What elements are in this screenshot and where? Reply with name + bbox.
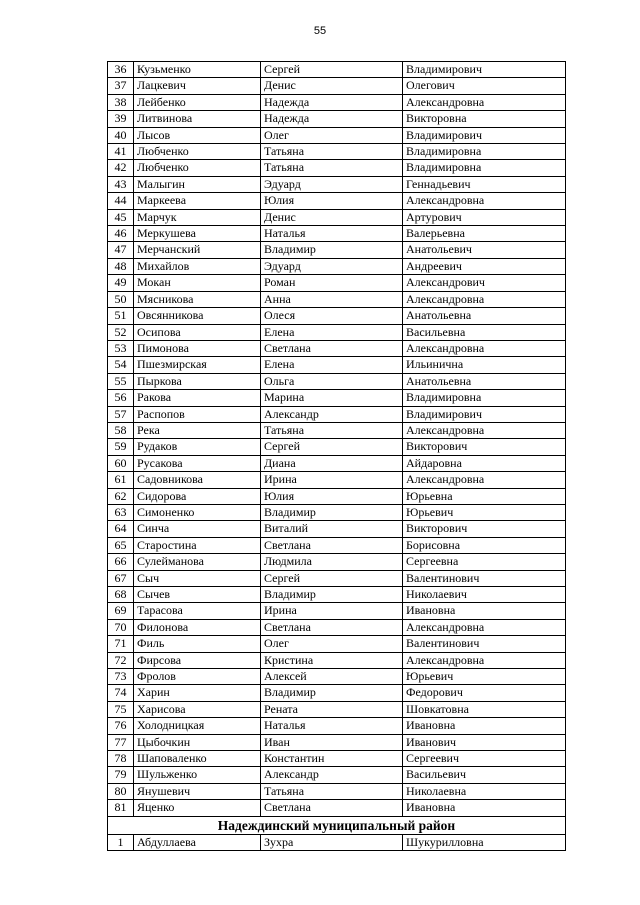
first-name-cell: Кристина <box>261 652 403 668</box>
first-name-cell: Олеся <box>261 308 403 324</box>
row-number: 60 <box>108 455 134 471</box>
surname-cell: Лацкевич <box>134 78 261 94</box>
surname-cell: Тарасова <box>134 603 261 619</box>
row-number: 70 <box>108 619 134 635</box>
patronymic-cell: Федорович <box>403 685 566 701</box>
row-number: 67 <box>108 570 134 586</box>
row-number: 76 <box>108 718 134 734</box>
row-number: 43 <box>108 176 134 192</box>
row-number: 63 <box>108 504 134 520</box>
row-number: 80 <box>108 783 134 799</box>
surname-cell: Фролов <box>134 669 261 685</box>
patronymic-cell: Анатольевна <box>403 308 566 324</box>
surname-cell: Мясникова <box>134 291 261 307</box>
roster-table-body <box>108 62 566 851</box>
row-number: 38 <box>108 94 134 110</box>
first-name-cell: Виталий <box>261 521 403 537</box>
surname-cell: Мокан <box>134 275 261 291</box>
row-number: 37 <box>108 78 134 94</box>
surname-cell: Овсянникова <box>134 308 261 324</box>
surname-cell: Любченко <box>134 144 261 160</box>
row-number: 72 <box>108 652 134 668</box>
table-row <box>108 275 566 291</box>
table-row <box>108 78 566 94</box>
table-row <box>108 160 566 176</box>
row-number: 57 <box>108 406 134 422</box>
section-header-row <box>108 816 566 834</box>
table-row <box>108 373 566 389</box>
row-number: 50 <box>108 291 134 307</box>
patronymic-cell: Александровна <box>403 652 566 668</box>
row-number: 79 <box>108 767 134 783</box>
patronymic-cell: Александровна <box>403 340 566 356</box>
patronymic-cell: Николаевна <box>403 783 566 799</box>
first-name-cell: Сергей <box>261 439 403 455</box>
patronymic-cell: Андреевич <box>403 258 566 274</box>
patronymic-cell: Владимировна <box>403 390 566 406</box>
row-number: 68 <box>108 587 134 603</box>
patronymic-cell: Геннадьевич <box>403 176 566 192</box>
table-row <box>108 340 566 356</box>
table-row <box>108 488 566 504</box>
surname-cell: Симоненко <box>134 504 261 520</box>
surname-cell: Садовникова <box>134 472 261 488</box>
roster-table <box>107 61 566 851</box>
first-name-cell: Денис <box>261 209 403 225</box>
table-row <box>108 193 566 209</box>
patronymic-cell: Юрьевич <box>403 504 566 520</box>
patronymic-cell: Шовкатовна <box>403 701 566 717</box>
patronymic-cell: Артурович <box>403 209 566 225</box>
surname-cell: Филь <box>134 636 261 652</box>
table-row <box>108 570 566 586</box>
table-row <box>108 439 566 455</box>
surname-cell: Пшезмирская <box>134 357 261 373</box>
first-name-cell: Ирина <box>261 472 403 488</box>
first-name-cell: Александр <box>261 767 403 783</box>
table-row <box>108 587 566 603</box>
surname-cell: Синча <box>134 521 261 537</box>
first-name-cell: Светлана <box>261 340 403 356</box>
surname-cell: Холодницкая <box>134 718 261 734</box>
patronymic-cell: Сергеевна <box>403 554 566 570</box>
surname-cell: Сычев <box>134 587 261 603</box>
first-name-cell: Роман <box>261 275 403 291</box>
first-name-cell: Татьяна <box>261 144 403 160</box>
table-row <box>108 619 566 635</box>
table-row <box>108 652 566 668</box>
first-name-cell: Владимир <box>261 504 403 520</box>
first-name-cell: Ольга <box>261 373 403 389</box>
surname-cell: Лейбенко <box>134 94 261 110</box>
surname-cell: Харин <box>134 685 261 701</box>
surname-cell: Река <box>134 422 261 438</box>
surname-cell: Цыбочкин <box>134 734 261 750</box>
patronymic-cell: Александровна <box>403 422 566 438</box>
patronymic-cell: Айдаровна <box>403 455 566 471</box>
first-name-cell: Олег <box>261 636 403 652</box>
row-number: 64 <box>108 521 134 537</box>
table-row <box>108 455 566 471</box>
table-row <box>108 242 566 258</box>
row-number: 52 <box>108 324 134 340</box>
table-row <box>108 603 566 619</box>
patronymic-cell: Юрьевна <box>403 488 566 504</box>
table-row <box>108 94 566 110</box>
surname-cell: Меркушева <box>134 226 261 242</box>
surname-cell: Пыркова <box>134 373 261 389</box>
first-name-cell: Светлана <box>261 800 403 816</box>
patronymic-cell: Васильевна <box>403 324 566 340</box>
row-number: 56 <box>108 390 134 406</box>
table-row <box>108 734 566 750</box>
table-row <box>108 127 566 143</box>
patronymic-cell: Владимирович <box>403 127 566 143</box>
row-number: 46 <box>108 226 134 242</box>
row-number: 69 <box>108 603 134 619</box>
surname-cell: Малыгин <box>134 176 261 192</box>
first-name-cell: Юлия <box>261 488 403 504</box>
row-number: 47 <box>108 242 134 258</box>
row-number: 51 <box>108 308 134 324</box>
patronymic-cell: Александровна <box>403 291 566 307</box>
table-row <box>108 537 566 553</box>
patronymic-cell: Валерьевна <box>403 226 566 242</box>
row-number: 45 <box>108 209 134 225</box>
table-row <box>108 422 566 438</box>
first-name-cell: Татьяна <box>261 783 403 799</box>
patronymic-cell: Шукурилловна <box>403 834 566 850</box>
first-name-cell: Юлия <box>261 193 403 209</box>
surname-cell: Ракова <box>134 390 261 406</box>
first-name-cell: Рената <box>261 701 403 717</box>
row-number: 36 <box>108 62 134 78</box>
patronymic-cell: Ильинична <box>403 357 566 373</box>
row-number: 59 <box>108 439 134 455</box>
patronymic-cell: Владимировна <box>403 160 566 176</box>
table-row <box>108 751 566 767</box>
first-name-cell: Александр <box>261 406 403 422</box>
first-name-cell: Олег <box>261 127 403 143</box>
patronymic-cell: Александровна <box>403 472 566 488</box>
surname-cell: Мерчанский <box>134 242 261 258</box>
first-name-cell: Марина <box>261 390 403 406</box>
table-row <box>108 390 566 406</box>
surname-cell: Русакова <box>134 455 261 471</box>
patronymic-cell: Ивановна <box>403 800 566 816</box>
row-number: 61 <box>108 472 134 488</box>
patronymic-cell: Владимирович <box>403 406 566 422</box>
table-row <box>108 176 566 192</box>
surname-cell: Фирсова <box>134 652 261 668</box>
table-row <box>108 324 566 340</box>
row-number: 44 <box>108 193 134 209</box>
patronymic-cell: Иванович <box>403 734 566 750</box>
surname-cell: Любченко <box>134 160 261 176</box>
first-name-cell: Константин <box>261 751 403 767</box>
surname-cell: Филонова <box>134 619 261 635</box>
row-number: 49 <box>108 275 134 291</box>
patronymic-cell: Васильевич <box>403 767 566 783</box>
first-name-cell: Диана <box>261 455 403 471</box>
row-number: 65 <box>108 537 134 553</box>
table-row <box>108 504 566 520</box>
patronymic-cell: Ивановна <box>403 718 566 734</box>
table-row <box>108 291 566 307</box>
surname-cell: Старостина <box>134 537 261 553</box>
patronymic-cell: Юрьевич <box>403 669 566 685</box>
first-name-cell: Наталья <box>261 226 403 242</box>
row-number: 39 <box>108 111 134 127</box>
row-number: 73 <box>108 669 134 685</box>
patronymic-cell: Анатольевна <box>403 373 566 389</box>
patronymic-cell: Валентинович <box>403 570 566 586</box>
first-name-cell: Надежда <box>261 111 403 127</box>
table-row <box>108 357 566 373</box>
surname-cell: Яценко <box>134 800 261 816</box>
table-row <box>108 701 566 717</box>
surname-cell: Лысов <box>134 127 261 143</box>
section-title: Надеждинский муниципальный район <box>108 816 566 834</box>
first-name-cell: Денис <box>261 78 403 94</box>
row-number: 71 <box>108 636 134 652</box>
surname-cell: Маркеева <box>134 193 261 209</box>
surname-cell: Рудаков <box>134 439 261 455</box>
table-row <box>108 554 566 570</box>
first-name-cell: Светлана <box>261 537 403 553</box>
surname-cell: Марчук <box>134 209 261 225</box>
table-row <box>108 767 566 783</box>
patronymic-cell: Валентинович <box>403 636 566 652</box>
table-row <box>108 406 566 422</box>
patronymic-cell: Александровна <box>403 619 566 635</box>
surname-cell: Шульженко <box>134 767 261 783</box>
patronymic-cell: Викторович <box>403 521 566 537</box>
row-number: 54 <box>108 357 134 373</box>
row-number: 78 <box>108 751 134 767</box>
first-name-cell: Владимир <box>261 685 403 701</box>
row-number: 81 <box>108 800 134 816</box>
first-name-cell: Эдуард <box>261 258 403 274</box>
table-row <box>108 472 566 488</box>
row-number: 74 <box>108 685 134 701</box>
first-name-cell: Эдуард <box>261 176 403 192</box>
first-name-cell: Надежда <box>261 94 403 110</box>
row-number: 55 <box>108 373 134 389</box>
surname-cell: Литвинова <box>134 111 261 127</box>
table-row <box>108 669 566 685</box>
row-number: 77 <box>108 734 134 750</box>
patronymic-cell: Викторовна <box>403 111 566 127</box>
first-name-cell: Людмила <box>261 554 403 570</box>
surname-cell: Кузьменко <box>134 62 261 78</box>
table-row <box>108 800 566 816</box>
patronymic-cell: Николаевич <box>403 587 566 603</box>
surname-cell: Харисова <box>134 701 261 717</box>
first-name-cell: Сергей <box>261 62 403 78</box>
table-row <box>108 111 566 127</box>
table-row <box>108 521 566 537</box>
table-row <box>108 144 566 160</box>
table-row <box>108 834 566 850</box>
first-name-cell: Татьяна <box>261 422 403 438</box>
first-name-cell: Зухра <box>261 834 403 850</box>
surname-cell: Сидорова <box>134 488 261 504</box>
first-name-cell: Владимир <box>261 242 403 258</box>
row-number: 48 <box>108 258 134 274</box>
patronymic-cell: Александровна <box>403 94 566 110</box>
first-name-cell: Владимир <box>261 587 403 603</box>
first-name-cell: Наталья <box>261 718 403 734</box>
patronymic-cell: Олегович <box>403 78 566 94</box>
table-row <box>108 226 566 242</box>
patronymic-cell: Александровна <box>403 193 566 209</box>
first-name-cell: Анна <box>261 291 403 307</box>
row-number: 58 <box>108 422 134 438</box>
row-number: 53 <box>108 340 134 356</box>
surname-cell: Распопов <box>134 406 261 422</box>
table-row <box>108 62 566 78</box>
patronymic-cell: Борисовна <box>403 537 566 553</box>
patronymic-cell: Ивановна <box>403 603 566 619</box>
surname-cell: Янушевич <box>134 783 261 799</box>
table-row <box>108 636 566 652</box>
first-name-cell: Ирина <box>261 603 403 619</box>
table-row <box>108 685 566 701</box>
row-number: 41 <box>108 144 134 160</box>
first-name-cell: Иван <box>261 734 403 750</box>
surname-cell: Сыч <box>134 570 261 586</box>
patronymic-cell: Викторович <box>403 439 566 455</box>
first-name-cell: Сергей <box>261 570 403 586</box>
row-number: 1 <box>108 834 134 850</box>
page-number: 55 <box>313 25 327 37</box>
first-name-cell: Светлана <box>261 619 403 635</box>
first-name-cell: Елена <box>261 357 403 373</box>
surname-cell: Осипова <box>134 324 261 340</box>
surname-cell: Абдуллаева <box>134 834 261 850</box>
table-row <box>108 209 566 225</box>
row-number: 42 <box>108 160 134 176</box>
patronymic-cell: Анатольевич <box>403 242 566 258</box>
table-row <box>108 308 566 324</box>
table-row <box>108 718 566 734</box>
first-name-cell: Елена <box>261 324 403 340</box>
patronymic-cell: Владимировна <box>403 144 566 160</box>
surname-cell: Михайлов <box>134 258 261 274</box>
row-number: 40 <box>108 127 134 143</box>
patronymic-cell: Сергеевич <box>403 751 566 767</box>
surname-cell: Пимонова <box>134 340 261 356</box>
row-number: 75 <box>108 701 134 717</box>
first-name-cell: Алексей <box>261 669 403 685</box>
table-row <box>108 258 566 274</box>
patronymic-cell: Александрович <box>403 275 566 291</box>
first-name-cell: Татьяна <box>261 160 403 176</box>
row-number: 66 <box>108 554 134 570</box>
surname-cell: Шаповаленко <box>134 751 261 767</box>
patronymic-cell: Владимирович <box>403 62 566 78</box>
table-row <box>108 783 566 799</box>
surname-cell: Сулейманова <box>134 554 261 570</box>
row-number: 62 <box>108 488 134 504</box>
